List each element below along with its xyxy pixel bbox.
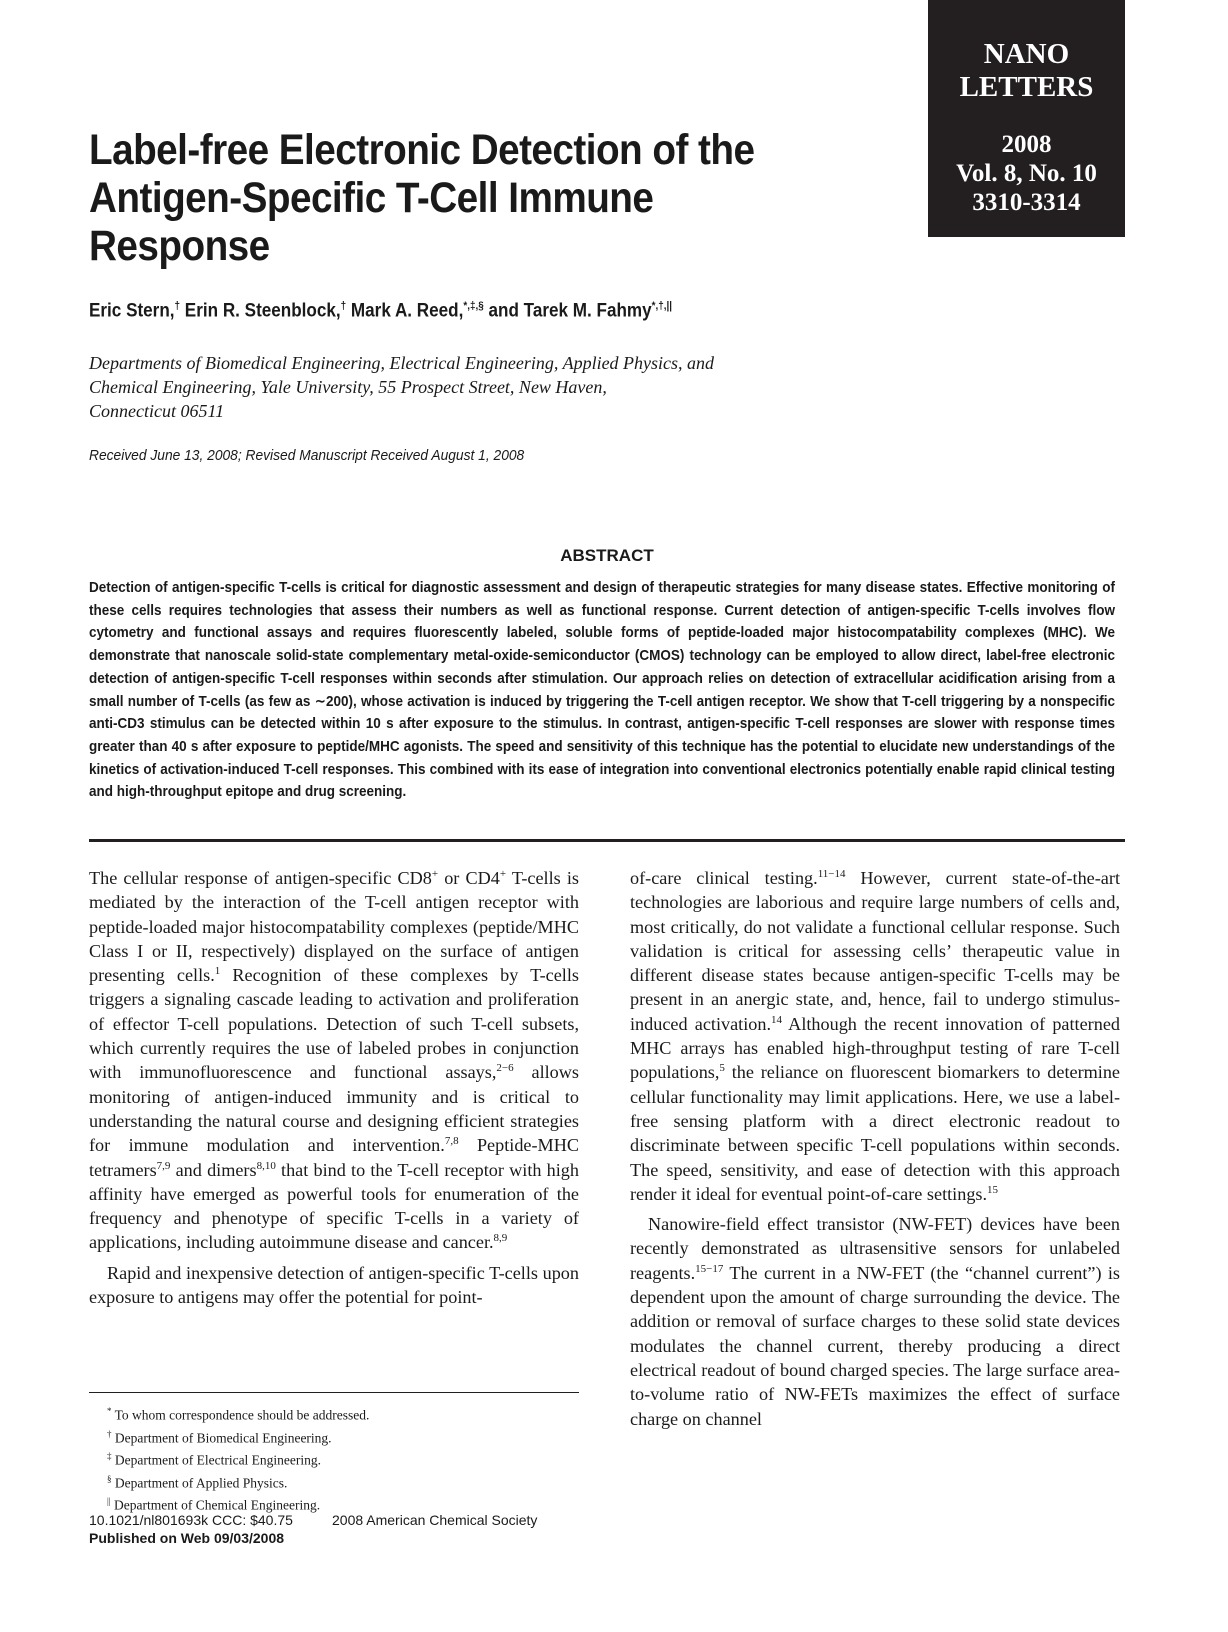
citation-superscript: 14 bbox=[771, 1013, 783, 1026]
copyright: 2008 American Chemical Society bbox=[332, 1512, 538, 1528]
author-affiliation-marks: *,†,|| bbox=[651, 300, 673, 312]
affiliation: Departments of Biomedical Engineering, Electrical Engineering, Applied Physics, and Chemical Engineering, Yale University, 55 Prospect Street, New Haven, Connecticut 06511 bbox=[89, 353, 715, 421]
author-affiliation-marks: † bbox=[174, 300, 181, 312]
footnote-divider bbox=[89, 1392, 579, 1393]
footer bbox=[89, 1511, 649, 1547]
doi: 10.1021/nl801693k CCC: $40.75 bbox=[89, 1512, 293, 1528]
citation-superscript: 8,10 bbox=[256, 1159, 276, 1172]
citation-superscript: 8,9 bbox=[493, 1232, 508, 1245]
journal-pages: 3310-3314 bbox=[972, 189, 1081, 216]
citation-superscript: 7,8 bbox=[444, 1135, 459, 1148]
footnote: † Department of Biomedical Engineering. bbox=[107, 1428, 332, 1445]
footnote: || Department of Chemical Engineering. bbox=[107, 1496, 321, 1513]
footnote-mark: § bbox=[107, 1473, 112, 1484]
citation-superscript: 2−6 bbox=[496, 1062, 514, 1075]
journal-year: 2008 bbox=[1001, 131, 1052, 158]
journal-name: NANO LETTERS bbox=[959, 38, 1094, 103]
footnote: * To whom correspondence should be addressed. bbox=[107, 1406, 370, 1423]
body-paragraph: The cellular response of antigen-specific CD8+ or CD4+ T-cells is mediated by the interaction of the T-cell antigen receptor with peptide-loaded major histocompatability complexes (peptide/MHC Class I or II, respectively) displayed on the surface of antigen presenting cells.$^1$ Recognition of these complexes by T-cells triggers a signaling cascade leading to activation and proliferation of effector T-cell populations. Detection of such T-cell subsets, which currently requires the use of labeled probes in conjunction with immunofluorescence and functional assays,$^{2-6}$ allows monitoring of antigen-induced immunity and is critical to understanding the natural course and designing efficient strategies for immune modulation and intervention.$^{7,8}$ Peptide-MHC tetramers$^{7,9}$ and dimers$^{8,10}$ that bind to the T-cell receptor with high affinity have emerged as powerful tools for enumeration of the frequency and phenotype of specific T-cells in a variety of applications, including autoimmune disease and cancer.$^{8,9}$ bbox=[89, 867, 579, 1253]
citation-superscript: 15 bbox=[987, 1183, 999, 1196]
citation-superscript: 11−14 bbox=[817, 867, 846, 880]
footnote-mark: † bbox=[107, 1428, 112, 1439]
author-name: Mark A. Reed, bbox=[350, 300, 464, 322]
footnote-mark: ‡ bbox=[107, 1451, 112, 1461]
citation-superscript: 1 bbox=[214, 965, 221, 978]
footnote: § Department of Applied Physics. bbox=[107, 1473, 288, 1490]
body-column-left bbox=[89, 866, 579, 1309]
author-name: Erin R. Steenblock, bbox=[184, 300, 341, 322]
published-date: Published on Web 09/03/2008 bbox=[89, 1530, 285, 1546]
body-column-right bbox=[630, 866, 1120, 1431]
footnote-mark: || bbox=[107, 1496, 111, 1506]
author-affiliation-marks: † bbox=[340, 300, 347, 312]
paper-title: Label-free Electronic Detection of the Antigen-Specific T-Cell Immune Response bbox=[89, 126, 755, 270]
citation-superscript: + bbox=[431, 867, 439, 880]
body-paragraph: Rapid and inexpensive detection of antigen-specific T-cells upon exposure to antigens may offer the potential for point- bbox=[89, 1262, 579, 1308]
footnote-mark: * bbox=[107, 1406, 112, 1416]
received-dates: Received June 13, 2008; Revised Manuscript Received August 1, 2008 bbox=[89, 447, 525, 464]
author-name: Eric Stern, bbox=[89, 300, 175, 322]
author-name: and Tarek M. Fahmy bbox=[488, 300, 652, 322]
body-paragraph: Nanowire-field effect transistor (NW-FET) devices have been recently demonstrated as ultrasensitive sensors for unlabeled reagents.$^{15-17}$ The current in a NW-FET (the “channel current”) is dependent upon the amount of charge surrounding the device. The addition or removal of surface charges to these solid state devices modulates the channel current, thereby producing a direct electrical readout of bound charged species. The large surface area-to-volume ratio of NW-FETs maximizes the effect of surface charge on channel bbox=[630, 1214, 1120, 1429]
citation-superscript: + bbox=[499, 867, 507, 880]
section-divider bbox=[89, 839, 1125, 842]
author-list bbox=[89, 300, 809, 322]
journal-volume: Vol. 8, No. 10 bbox=[956, 160, 1097, 187]
abstract-heading: ABSTRACT bbox=[560, 546, 654, 565]
footnotes bbox=[89, 1402, 579, 1515]
body-paragraph: of-care clinical testing.$^{11-14}$ However, current state-of-the-art technologies are laborious and require large numbers of cells and, most critically, do not validate a functional cellular response. Such validation is critical for assessing cells’ therapeutic value in different disease states because antigen-specific T-cells may be present in an anergic state, and, hence, fail to undergo stimulus-induced activation.$^{14}$ Although the recent innovation of patterned MHC arrays has enabled high-throughput testing of rare T-cell populations,$^5$ the reliance on fluorescent biomarkers to determine cellular functionality may limit applications. Here, we use a label-free sensing platform with a direct electronic readout to discriminate between specific T-cell populations within seconds. The speed, sensitivity, and ease of detection with this approach render it ideal for eventual point-of-care settings.$^{15}$ bbox=[630, 867, 1120, 1204]
abstract-text: Detection of antigen-specific T-cells is critical for diagnostic assessment and design of therapeutic strategies for many disease states. Effective monitoring of these cells requires technologies that assess their numbers as well as functional response. Current detection of antigen-specific T-cells involves flow cytometry and functional assays and requires fluorescently labeled, soluble forms of peptide-loaded major histocompatability complexes (MHC). We demonstrate that nanoscale solid-state complementary metal-oxide-semiconductor (CMOS) technology can be employed to allow direct, label-free electronic detection of antigen-specific T-cell responses within seconds after stimulation. Our approach relies on detection of extracellular acidification arising from a small number of T-cells (as few as ∼200), whose activation is induced by triggering the T-cell antigen receptor. We show that T-cell triggering by a nonspecific anti-CD3 stimulus can be detected within 10 s after exposure to the stimulus. In contrast, antigen-specific T-cell responses are slower with response times greater than 40 s after exposure to peptide/MHC agonists. The speed and sensitivity of this technique has the potential to elucidate new understandings of the kinetics of activation-induced T-cell responses. This combined with its ease of integration into conventional electronics potentially enable rapid clinical testing and high-throughput epitope and drug screening. bbox=[89, 579, 1115, 801]
footnote: ‡ Department of Electrical Engineering. bbox=[107, 1451, 322, 1468]
journal-badge bbox=[928, 0, 1125, 237]
citation-superscript: 7,9 bbox=[156, 1159, 171, 1172]
citation-superscript: 5 bbox=[719, 1062, 725, 1075]
author-affiliation-marks: *,‡,§ bbox=[463, 300, 484, 312]
citation-superscript: 15−17 bbox=[695, 1262, 724, 1275]
